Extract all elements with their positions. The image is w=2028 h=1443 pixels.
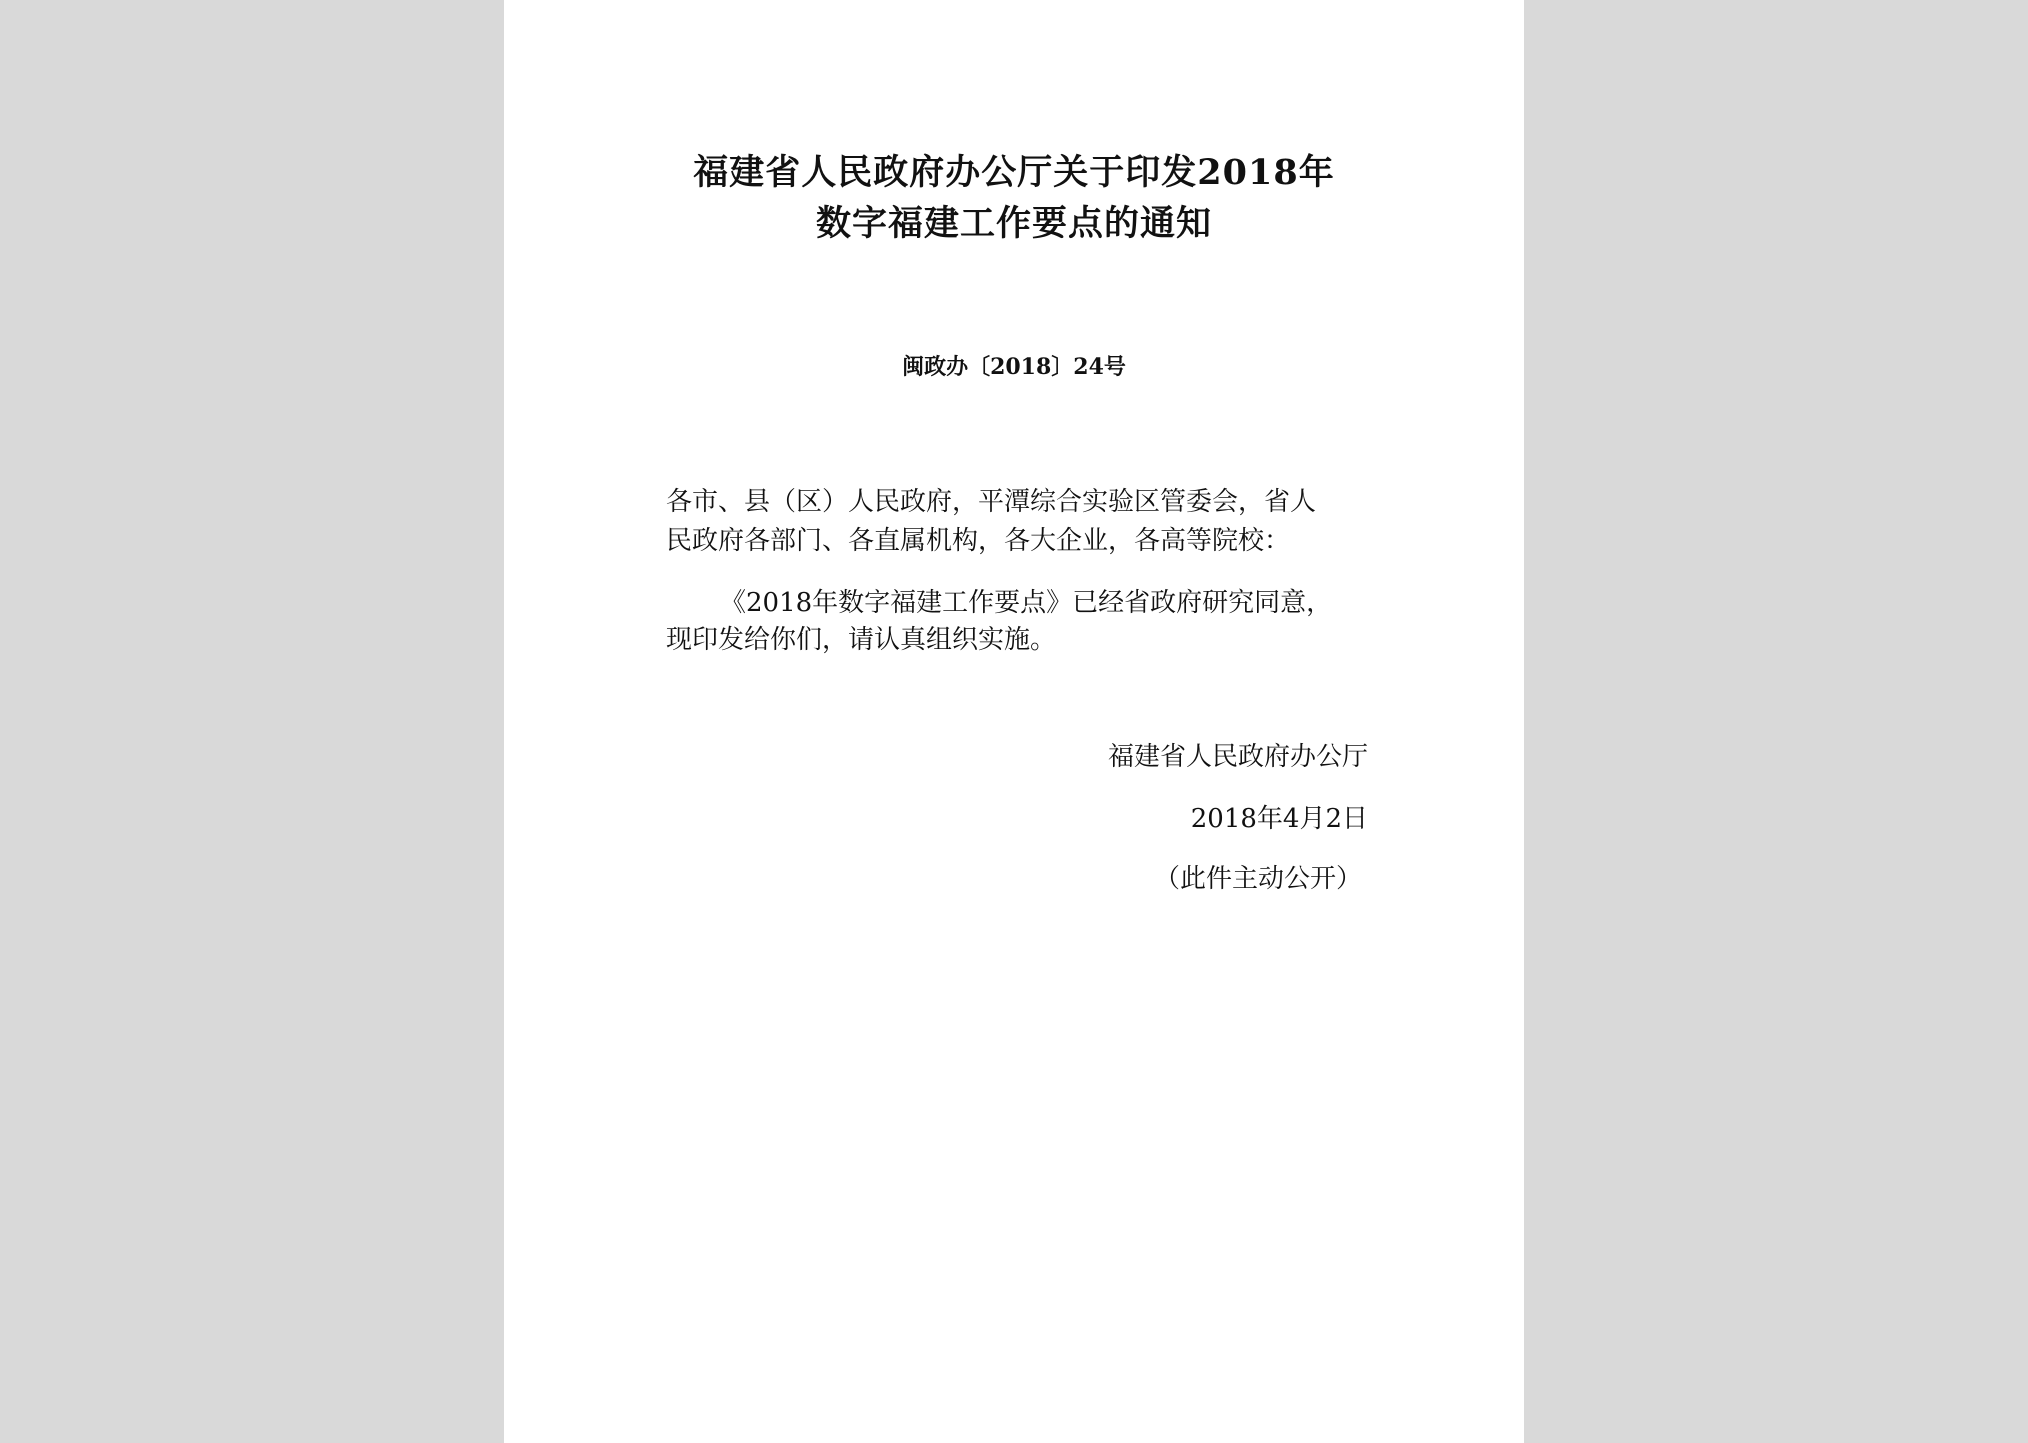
- body-paragraph-line-1: 《2018年数字福建工作要点》已经省政府研究同意，: [720, 588, 1333, 618]
- document-page: [504, 0, 1524, 1443]
- document-title-line-1: 福建省人民政府办公厅关于印发2018年: [693, 152, 1335, 193]
- document-number: 闽政办〔2018〕24号: [902, 354, 1126, 380]
- disclosure-note: （此件主动公开）: [1153, 864, 1362, 894]
- addressee-line-1: 各市、县（区）人民政府，平潭综合实验区管委会，省人: [666, 487, 1317, 517]
- addressee-line-2: 民政府各部门、各直属机构，各大企业，各高等院校：: [666, 526, 1291, 556]
- document-title-line-2: 数字福建工作要点的通知: [815, 203, 1212, 244]
- issue-date: 2018年4月2日: [1190, 804, 1368, 834]
- body-paragraph-line-2: 现印发给你们，请认真组织实施。: [666, 625, 1057, 655]
- issuing-office: 福建省人民政府办公厅: [1107, 742, 1368, 772]
